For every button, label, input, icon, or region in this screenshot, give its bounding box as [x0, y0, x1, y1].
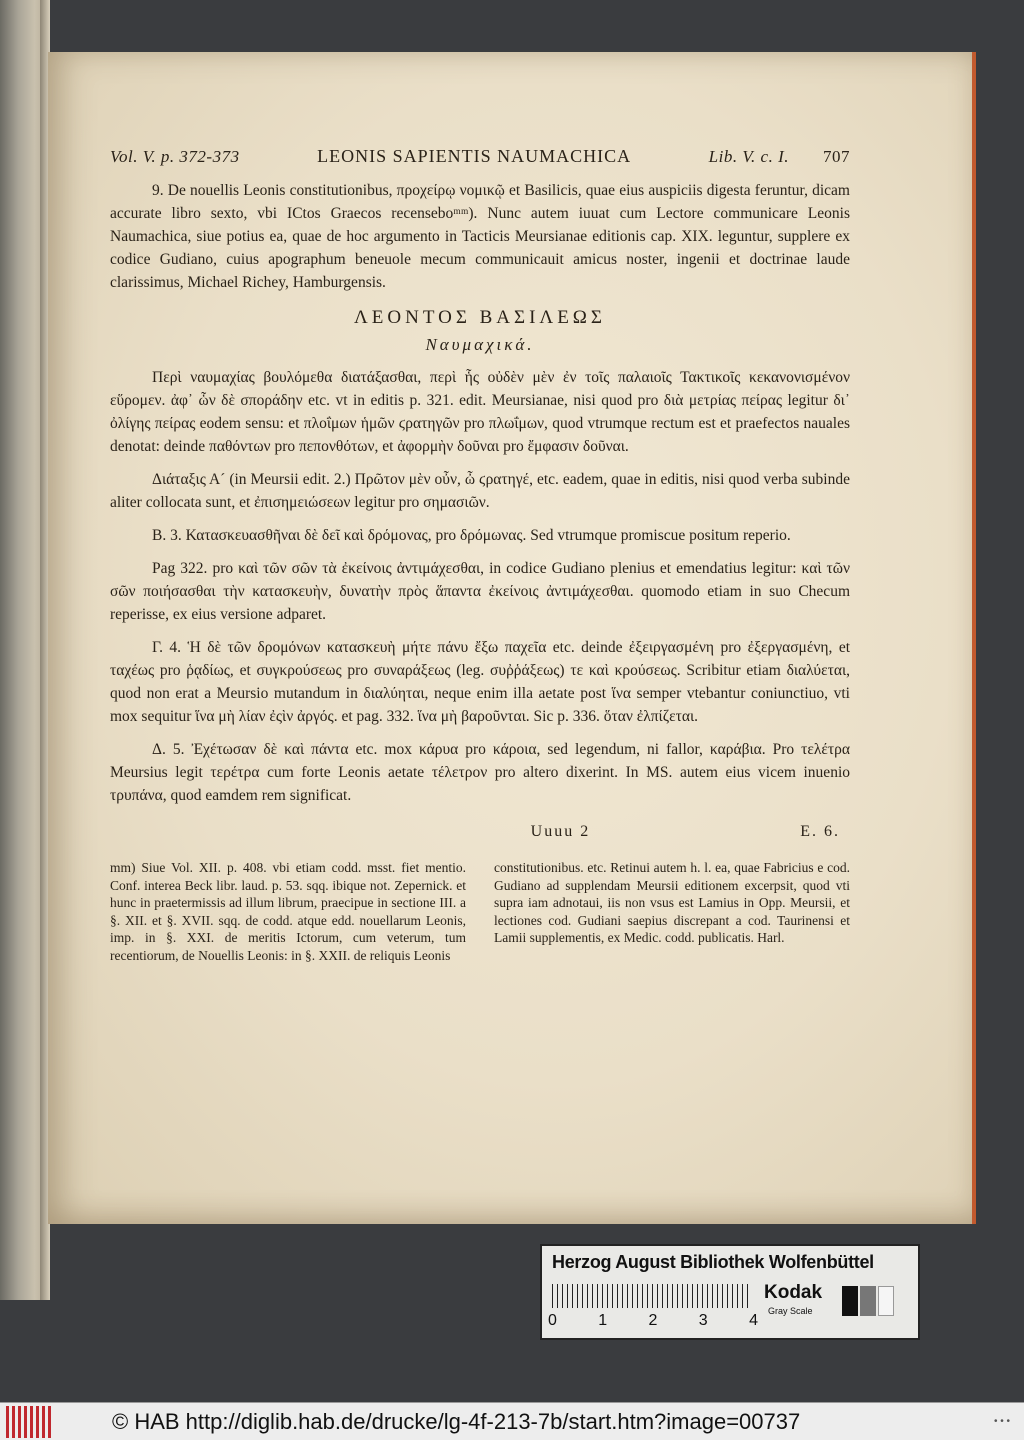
ruler-number: 4 [749, 1312, 758, 1329]
footnote-left-column: mm) Siue Vol. XII. p. 408. vbi etiam codd. msst. fiet mentio. Conf. interea Beck libr. laud. p. 53. sqq. ibique not. Zepernick. et hunc in praetermissis ad illum librum, praecipue in sectione III. a §. XII. et §. XVII. sqq. de codd. atque edd. nouellarum Leonis, imp. in §. XXI. de meritis Ictorum, cum veterum, tum recentiorum, de Nouellis Leonis: in §. XXII. de reliquis Leonis [110, 860, 466, 963]
signature-mark: Uuuu 2 [530, 823, 591, 840]
running-head-title: LEONIS SAPIENTIS NAUMACHICA [317, 146, 632, 166]
page-number: 707 [822, 147, 850, 166]
paragraph-1: Περὶ ναυμαχίας βουλόμεθα διατάξασθαι, περὶ ἧς οὐδὲν μὲν ἐν τοῖς παλαιοῖς Τακτικοῖς κεκανονισμένον εὕρομεν. ἀφ᾽ ὧν δὲ σποράδην etc. vt in editis p. 321. edit. Meursianae, nisi quod pro διὰ μετρίας πείρας legitur δι᾽ ὀλίγης πείρας eodem sensu: et πλοΐμων ἡμῶν ϛρατηγῶν pro πλωΐμων, quod vtrumque rectum est et praefectos nauales denotat: deinde παθόντων pro πεπονθότων, et ἀφορμὴν δοῦναι pro ἔμφασιν δοῦναι. [110, 369, 850, 455]
paragraph-3: Β. 3. Κατασκευασθῆναι δὲ δεῖ καὶ δρόμονας, pro δρόμωνας. Sed vtrumque promiscue positum reperio. [152, 527, 791, 544]
ruler-number: 2 [648, 1312, 658, 1329]
running-head-volume: Vol. V. p. 372-373 [110, 147, 240, 166]
footer-bar [0, 1402, 1024, 1440]
gray-swatch-white [878, 1286, 894, 1316]
section-heading: ΛΕΟΝΤΟΣ ΒΑΣΙΛΕΩΣ [354, 307, 606, 328]
intro-paragraph: 9. De nouellis Leonis constitutionibus, προχείρῳ νομικῷ et Basilicis, quae eius auspiciis digesta feruntur, dicam accurate libro sexto, vbi ICtos Graecos recenseboᵐᵐ). Nunc autem iuuat cum Lectore communicare Leonis Naumachica, siue potius ea, quae de hoc argumento in Tacticis Meursianae editionis cap. XIX. leguntur, supplere ex codice Gudiano, cuius apographum beneuole mecum communicauit amicus noster, ingenii et doctrinae laude clarissimus, Michael Richey, Hamburgensis. [110, 182, 850, 291]
page-content [110, 146, 850, 964]
ruler-numbers [548, 1312, 758, 1330]
footnotes [110, 859, 850, 964]
paragraph-2: Διάταξις Α´ (in Meursii edit. 2.) Πρῶτον μὲν οὖν, ὦ ϛρατηγέ, etc. eadem, quae in editis, nisi quod verba subinde aliter collocata sunt, et ἐπισημειώσεων legitur pro σημασιῶν. [110, 471, 850, 511]
ruler-number: 3 [698, 1312, 708, 1329]
catchword: E. 6. [800, 823, 840, 840]
paragraph-5: Γ. 4. Ἡ δὲ τῶν δρομόνων κατασκευὴ μήτε πάνυ ἔξω παχεῖα etc. deinde ἐξειργασμένη pro ἐξεργασμένη, et ταχέως pro ῥᾳδίως, et συγκρούσεως pro συναράξεως (leg. συῤῥάξεως) τε καὶ κρούσεως. Scribitur etiam διαλύεται, quod non erat a Meursio mutandum in διαλύηται, neque enim illa aetate post ἵνα semper vtebantur coniunctiuo, vti mox sequitur ἵνα μὴ λίαν ἐςὶν ἀργός. et pag. 332. ἵνα μὴ βαροῦνται. Sic p. 336. ὅταν ἐλπίζεται. [110, 639, 850, 725]
gray-swatch-mid [860, 1286, 876, 1316]
library-name: Herzog August Bibliothek Wolfenbüttel [552, 1252, 874, 1272]
running-head-book: Lib. V. c. I. [708, 147, 789, 166]
copyright-url[interactable]: © HAB http://diglib.hab.de/drucke/lg-4f-213-7b/start.htm?image=00737 [112, 1408, 801, 1434]
book-page [48, 52, 976, 1224]
main-text [110, 179, 850, 807]
footnote-right-column: constitutionibus. etc. Retinui autem h. l. ea, quae Fabricius e cod. Gudiano ad supplendam Meursii editionem excerpsit, quod vti supra iam adnotaui, iis non vsus est Lamius in Opp. Meursii, et lectiones cod. Gudiani saepius discrepant a cod. Taurinensi et Lamii supplementis, ex Medic. codd. publicatis. Harl. [494, 860, 850, 945]
gray-scale-label: Gray Scale [768, 1306, 813, 1316]
scale-ruler [552, 1284, 752, 1308]
menu-dots-icon[interactable]: • • • [993, 1416, 1010, 1427]
signature-line [110, 823, 850, 841]
paragraph-6: Δ. 5. Ἐχέτωσαν δὲ καὶ πάντα etc. mox κάρυα pro κάροια, sed legendum, ni fallor, καράβια. Pro τελέτρα Meursius legit τερέτρα cum forte Leonis aetate τέλετρον pro altero dixerint. In MS. autem eius vicem inuenio τρυπάνα, quod eamdem rem significat. [110, 741, 850, 804]
ruler-number: 1 [598, 1312, 608, 1329]
running-head [110, 146, 850, 167]
section-subheading: Ναυμαχικά. [425, 335, 535, 354]
hab-logo-icon [6, 1406, 52, 1438]
kodak-brand: Kodak [764, 1282, 823, 1303]
paragraph-4: Pag 322. pro καὶ τῶν σῶν τὰ ἐκείνοις ἀντιμάχεσθαι, in codice Gudiano plenius et emendatius legitur: καὶ τῶν σῶν ποιήσασθαι τὴν κατασκευὴν, δυνατὴν πρὸς ἅπαντα ἐκείνοις ἀντιμάχεσθαι. quomodo etiam in suo Checum reperisse, ex eius versione adparet. [110, 560, 850, 623]
running-head-right-group [709, 147, 850, 167]
archive-color-label [540, 1244, 920, 1340]
gray-swatch-black [842, 1286, 858, 1316]
ruler-number: 0 [548, 1312, 557, 1329]
